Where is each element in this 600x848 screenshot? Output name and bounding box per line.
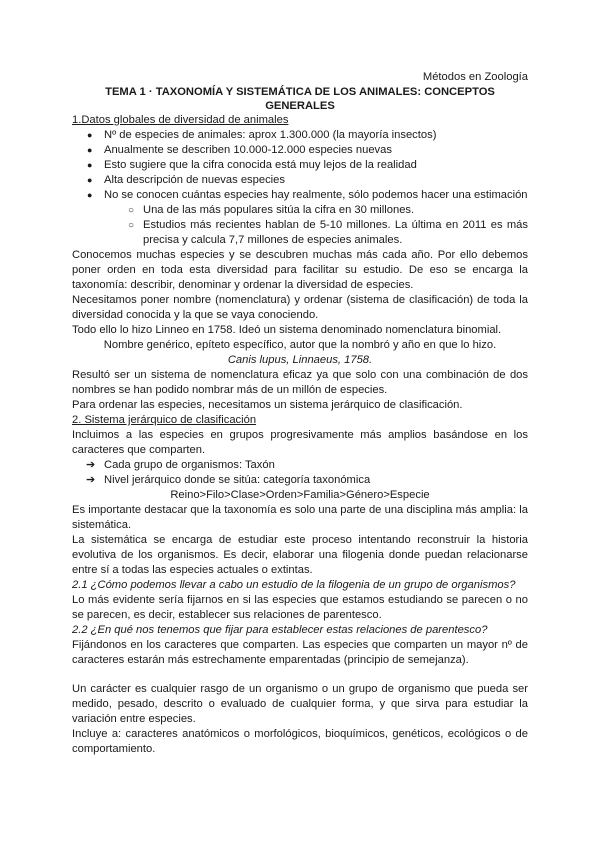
sub-list-item-text: Una de las más populares sitúa la cifra en 30 millones.: [143, 204, 415, 216]
paragraph: Incluye a: caracteres anatómicos o morfológicos, bioquímicos, genéticos, ecológicos o de comportamiento.: [72, 728, 528, 755]
document-title: [72, 85, 528, 113]
list-item-text: Nº de especies de animales: aprox 1.300.000 (la mayoría insectos): [104, 129, 437, 141]
list-item-text: Esto sugiere que la cifra conocida está muy lejos de la realidad: [104, 159, 417, 171]
bullet-icon: ●: [87, 175, 93, 185]
sub-list-item-text: Estudios más recientes hablan de 5-10 millones. La última en 2011 es más precisa y calcula 7,7 millones de especies animales.: [143, 219, 528, 246]
paragraph: Resultó ser un sistema de nomenclatura eficaz ya que solo con una combinación de dos nombres se han podido nombrar más de un millón de especies.: [72, 369, 528, 396]
arrow-icon: ➔: [86, 474, 96, 486]
list-item-text: Alta descripción de nuevas especies: [104, 174, 285, 186]
list-item: [72, 458, 528, 473]
nomenclature-rule: Nombre genérico, epíteto específico, autor que la nombró y año en que lo hizo.: [103, 339, 497, 351]
section-2-heading: 2. Sistema jerárquico de clasificación: [72, 414, 257, 426]
list-item: [72, 158, 528, 173]
course-name: Métodos en Zoología: [422, 71, 528, 83]
list-item: [72, 188, 528, 203]
section-1-heading: 1.Datos globales de diversidad de animales: [72, 114, 289, 126]
bullet-icon: ●: [87, 130, 93, 140]
hollow-bullet-icon: ○: [128, 205, 135, 216]
bullet-icon: ●: [87, 160, 93, 170]
list-item-text: No se conocen cuántas especies hay realmente, sólo podemos hacer una estimación: [104, 189, 528, 201]
list-item-text: Cada grupo de organismos: Taxón: [104, 459, 275, 471]
paragraph: Necesitamos poner nombre (nomenclatura) y ordenar (sistema de clasificación) de toda la diversidad conocida y la que se vaya conociendo.: [72, 294, 528, 321]
arrow-icon: ➔: [86, 459, 96, 471]
species-example: Canis lupus, Linnaeus, 1758.: [227, 354, 373, 366]
paragraph: Para ordenar las especies, necesitamos un sistema jerárquico de clasificación.: [72, 399, 463, 411]
paragraph: Fijándonos en los caracteres que comparten. Las especies que comparten un mayor nº de caracteres estarán más estrechamente emparentadas (principio de semejanza).: [72, 639, 528, 666]
title-line-1: TEMA 1 · TAXONOMÍA Y SISTEMÁTICA DE LOS ANIMALES: CONCEPTOS: [105, 86, 495, 98]
paragraph: Un carácter es cualquier rasgo de un organismo o un grupo de organismo que pueda ser medido, pesado, descrito o evaluado de cualquier forma, y que sirva para estudiar la variación entre especies.: [72, 683, 528, 725]
bullet-icon: ●: [87, 145, 93, 155]
paragraph: Todo ello lo hizo Linneo en 1758. Ideó un sistema denominado nomenclatura binomial.: [72, 324, 502, 336]
paragraph: Lo más evidente sería fijarnos en si las especies que estamos estudiando se parecen o no se parecen, es decir, establecer sus relaciones de parentesco.: [72, 594, 528, 621]
sub-list-item: [72, 218, 528, 248]
taxonomic-hierarchy: Reino>Filo>Clase>Orden>Familia>Género>Especie: [170, 489, 430, 501]
document-page: [72, 70, 528, 757]
list-item: [72, 128, 528, 143]
subsection-question: 2.2 ¿En qué nos tenemos que fijar para establecer estas relaciones de parentesco?: [72, 624, 488, 636]
spacer: [72, 668, 528, 682]
subsection-question: 2.1 ¿Cómo podemos llevar a cabo un estudio de la filogenia de un grupo de organismos?: [72, 579, 516, 591]
paragraph: La sistemática se encarga de estudiar este proceso intentando reconstruir la historia evolutiva de los organismos. Es decir, elaborar una filogenia donde puedan relacionarse entre sí a todas las especies actuales o extintas.: [72, 534, 528, 576]
list-item-text: Nivel jerárquico donde se sitúa: categoría taxonómica: [104, 474, 371, 486]
hollow-bullet-icon: ○: [128, 220, 135, 231]
list-item: [72, 173, 528, 188]
list-item: [72, 473, 528, 488]
paragraph: Incluimos a las especies en grupos progresivamente más amplios basándose en los caracteres que comparten.: [72, 429, 528, 456]
sub-list-item: [72, 203, 528, 218]
paragraph: Conocemos muchas especies y se descubren muchas más cada año. Por ello debemos poner orden en toda esta diversidad para facilitar su estudio. De eso se encarga la taxonomía: describir, denominar y ordenar la diversidad de especies.: [72, 249, 528, 291]
paragraph: Es importante destacar que la taxonomía es solo una parte de una disciplina más amplia: la sistemática.: [72, 504, 528, 531]
bullet-icon: ●: [87, 190, 93, 200]
title-line-2: GENERALES: [265, 100, 335, 112]
list-item: [72, 143, 528, 158]
list-item-text: Anualmente se describen 10.000-12.000 especies nuevas: [104, 144, 392, 156]
